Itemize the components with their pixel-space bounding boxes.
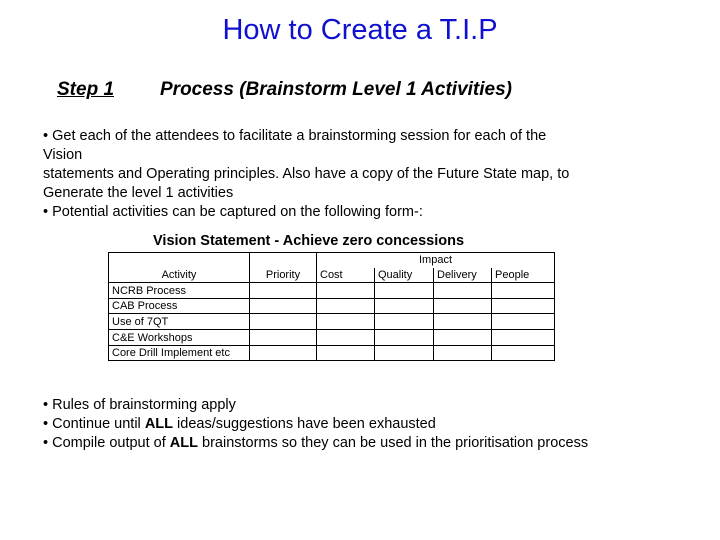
- rule-line: [43, 434, 703, 453]
- table-cell: [492, 345, 555, 361]
- form-caption: Vision Statement - Achieve zero concessions: [153, 233, 465, 249]
- intro-line: Generate the level 1 activities: [43, 185, 234, 201]
- table-row: [109, 283, 555, 299]
- table-cell: [250, 329, 317, 345]
- impact-header: Impact: [317, 253, 555, 268]
- table-cell: [317, 314, 375, 330]
- table-cell: [375, 329, 434, 345]
- activity-cell: CAB Process: [109, 298, 250, 314]
- table-cell: [492, 314, 555, 330]
- table-row: [109, 345, 555, 361]
- table-cell: [317, 329, 375, 345]
- rule-line: [43, 415, 703, 434]
- table-cell: [375, 298, 434, 314]
- rule-text: ideas/suggestions have been exhausted: [173, 416, 436, 432]
- table-cell: [375, 345, 434, 361]
- rules-text: [43, 396, 703, 453]
- intro-text: [43, 127, 643, 222]
- column-header-people: People: [492, 268, 555, 283]
- table-cell: [317, 283, 375, 299]
- table-cell: [492, 329, 555, 345]
- table-cell: [434, 345, 492, 361]
- table-cell: [434, 298, 492, 314]
- column-header-priority: Priority: [250, 268, 317, 283]
- column-header-activity: Activity: [109, 268, 250, 283]
- table-cell: [109, 253, 250, 268]
- table-cell: [492, 298, 555, 314]
- activity-form-table: [108, 252, 555, 361]
- table-row: [109, 329, 555, 345]
- intro-line: statements and Operating principles. Also have a copy of the Future State map, to: [43, 166, 570, 182]
- rule-emphasis: ALL: [144, 416, 173, 432]
- table-cell: [434, 314, 492, 330]
- table-cell: [250, 345, 317, 361]
- activity-cell: NCRB Process: [109, 283, 250, 299]
- table-cell: [317, 345, 375, 361]
- table-header-row: [109, 268, 555, 283]
- intro-line: Vision: [43, 147, 83, 163]
- step-label: Step 1: [57, 79, 115, 100]
- table-row: [109, 314, 555, 330]
- activity-cell: C&E Workshops: [109, 329, 250, 345]
- table-cell: [317, 298, 375, 314]
- table-cell: [434, 283, 492, 299]
- table-cell: [250, 253, 317, 268]
- table-impact-row: [109, 253, 555, 268]
- intro-line: • Potential activities can be captured on the following form-:: [43, 204, 423, 220]
- table-cell: [375, 283, 434, 299]
- table-cell: [492, 283, 555, 299]
- rule-line: • Rules of brainstorming apply: [43, 397, 236, 413]
- page-title: How to Create a T.I.P: [222, 14, 498, 46]
- rule-text: • Continue until: [43, 416, 145, 432]
- activity-cell: Use of 7QT: [109, 314, 250, 330]
- table-cell: [250, 298, 317, 314]
- table-cell: [250, 314, 317, 330]
- step-heading: Process (Brainstorm Level 1 Activities): [160, 79, 512, 100]
- table-cell: [375, 314, 434, 330]
- rule-text: brainstorms so they can be used in the prioritisation process: [197, 435, 589, 451]
- table-cell: [250, 283, 317, 299]
- column-header-delivery: Delivery: [434, 268, 492, 283]
- table-cell: [434, 329, 492, 345]
- activity-cell: Core Drill Implement etc: [109, 345, 250, 361]
- rule-text: • Compile output of: [43, 435, 170, 451]
- column-header-cost: Cost: [317, 268, 375, 283]
- column-header-quality: Quality: [375, 268, 434, 283]
- intro-line: • Get each of the attendees to facilitate a brainstorming session for each of the: [43, 128, 547, 144]
- table-row: [109, 298, 555, 314]
- rule-emphasis: ALL: [169, 435, 198, 451]
